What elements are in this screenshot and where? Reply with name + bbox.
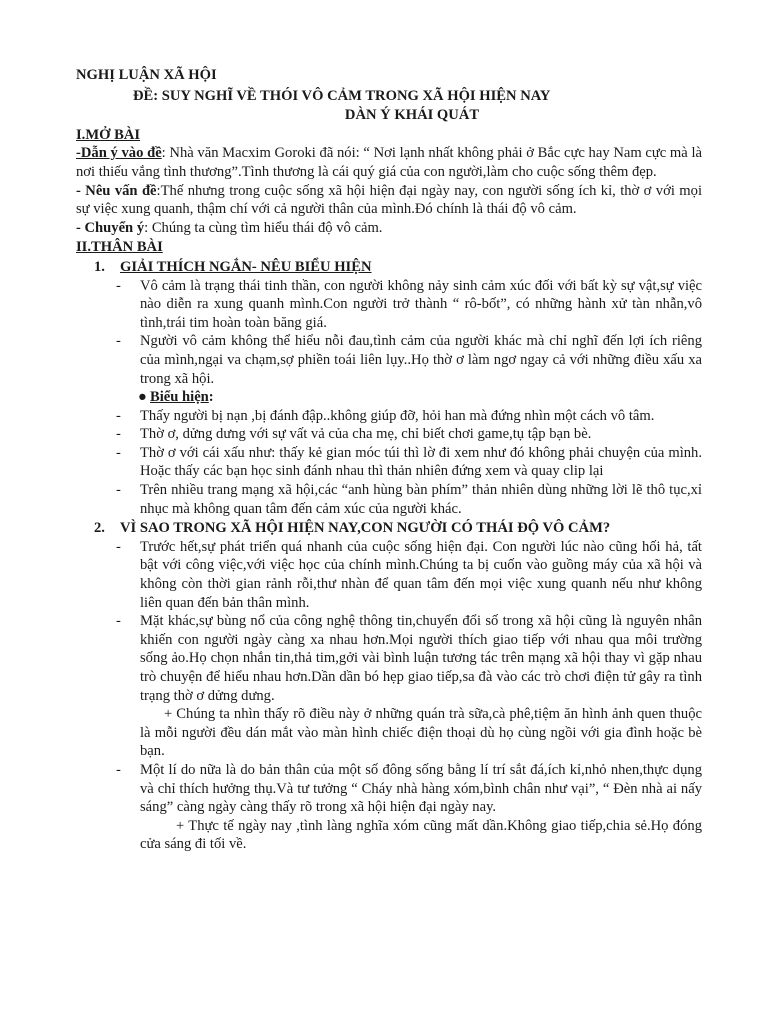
list-item-text: Người vô cảm không thể hiểu nỗi đau,tình cảm của người khác mà chỉ nghĩ đến lợi ích riêng của mình,ngại va chạm,sợ phiền toái liên lụy..Họ thờ ơ làm ngơ ngay cả với những điều xấu xa trong xã hội. (140, 333, 702, 387)
plus-note-1 (76, 705, 702, 761)
part1-list (76, 277, 702, 389)
part1-heading (76, 258, 702, 277)
part2-list (76, 538, 702, 705)
part1-title: GIẢI THÍCH NGẮN- NÊU BIỂU HIỆN (120, 258, 372, 275)
transition-label: - Chuyển ý (76, 219, 145, 236)
part2-title: VÌ SAO TRONG XÃ HỘI HIỆN NAY,CON NGƯỜI CÓ THÁI ĐỘ VÔ CẢM? (120, 520, 611, 537)
part2-heading (76, 519, 702, 538)
issue-label: - Nêu vấn đề (76, 182, 157, 199)
list-item: - Thờ ơ với cái xấu như: thấy kẻ gian móc túi thì lờ đi xem như đó không phải chuyện của mình. Hoặc thấy các bạn học sinh đánh nhau thì thản nhiên đứng xem và quay clip lại (116, 444, 702, 480)
list-item-text: Vô cảm là trạng thái tinh thần, con người không nảy sinh cảm xúc đối với bất kỳ sự vật,sự việc nào diễn ra xung quanh mình.Con người trở thành “ rô-bốt”, có những hành xử tàn nhẫn,vô tình,trái tim hoàn toàn băng giá. (140, 277, 702, 331)
plus-note-2 (76, 817, 702, 854)
plus-note-text: + Chúng ta nhìn thấy rõ điều này ở những quán trà sữa,cà phê,tiệm ăn hình ảnh quen thuộc là mỗi người đều dán mắt vào màn hình chiếc điện thoại dù họ cùng ngồi với gia đình hoặc bè bạn. (140, 706, 702, 760)
signs-suffix: : (208, 389, 214, 406)
list-item: - Một lí do nữa là do bản thân của một số đông sống bằng lí trí sắt đá,ích kỉ,nhỏ nhen,thực dụng và chỉ thích hưởng thụ.Và tư tưởng “ Cháy nhà hàng xóm,bình chân như vại”, “ Đèn nhà ai nấy sáng” càng ngày càng thấy rõ trong xã hội hiện đại ngày nay. (116, 761, 702, 816)
intro-text: : Nhà văn Macxim Goroki đã nói: “ Nơi lạnh nhất không phải ở Bắc cực hay Nam cực mà là nơi thiếu vắng tình thương”.Tình thương là cái quý giá của con người,làm cho cuộc sống thêm đẹp. (76, 145, 702, 180)
list-item-text: Thờ ơ, dửng dưng với sự vất vả của cha mẹ, chỉ biết chơi game,tụ tập bạn bè. (140, 426, 592, 443)
signs-heading (76, 388, 702, 407)
document-body (76, 66, 702, 854)
list-item-text: Thờ ơ với cái xấu như: thấy kẻ gian móc túi thì lờ đi xem như đó không phải chuyện của mình. Hoặc thấy các bạn học sinh đánh nhau thì thản nhiên đứng xem và quay clip lại (140, 444, 702, 480)
list-item-text: Trước hết,sự phát triển quá nhanh của cuộc sống hiện đại. Con người lúc nào cũng hối hả, tất bật với công việc,với việc học của chính mình.Chúng ta bị cuốn vào guồng máy của xã hội và không còn thời gian rảnh rỗi,thư nhàn để quan tâm đến mọi việc xung quanh nếu như không liên quan đến bản thân mình. (140, 538, 702, 611)
list-item: - Thờ ơ, dửng dưng với sự vất vả của cha mẹ, chỉ biết chơi game,tụ tập bạn bè. (116, 426, 592, 443)
list-item: - Người vô cảm không thể hiểu nỗi đau,tình cảm của người khác mà chỉ nghĩ đến lợi ích riêng của mình,ngại va chạm,sợ phiền toái liên lụy..Họ thờ ơ làm ngơ ngay cả với những điều xấu xa trong xã hội. (116, 333, 702, 387)
issue-text: :Thế nhưng trong cuộc sống xã hội hiện đại ngày nay, con người sống ích kỉ, thờ ơ với mọi sự việc xung quanh, thậm chí với cả người thân của mình.Đó chính là thái độ vô cảm. (76, 182, 702, 218)
list-item: - Trước hết,sự phát triển quá nhanh của cuộc sống hiện đại. Con người lúc nào cũng hối hả, tất bật với công việc,với việc học của chính mình.Chúng ta bị cuốn vào guồng máy của xã hội và không còn thời gian rảnh rỗi,thư nhàn để quan tâm đến mọi việc xung quanh nếu như không liên quan đến bản thân mình. (116, 538, 702, 611)
transition-paragraph (76, 219, 702, 238)
doc-topic: ĐỀ: SUY NGHĨ VỀ THÓI VÔ CẢM TRONG XÃ HỘI HIỆN NAY (133, 87, 551, 104)
list-item: - Thấy người bị nạn ,bị đánh đập..không giúp đỡ, hỏi han mà đứng nhìn một cách vô tâm. (116, 407, 655, 424)
list-item-text: Mặt khác,sự bùng nổ của công nghệ thông tin,chuyển đổi số trong xã hội cũng là nguyên nhân khiến con người ngày càng xa nhau hơn.Mọi người thích giao tiếp với nhau qua môi trường sống ảo.Họ chọn nhắn tin,thả tim,gởi vài bình luận tương tác trên mạng xã hội thay vì gặp nhau trò chuyện để hiểu nhau hơn.Dần dần bó hẹp giao tiếp,sa đà vào các trò chơi điện tử gây ra tình trạng thờ ơ dửng dưng. (140, 613, 702, 704)
transition-text: : Chúng ta cùng tìm hiểu thái độ vô cảm. (144, 219, 383, 236)
issue-paragraph (76, 182, 702, 219)
doc-category: NGHỊ LUẬN XÃ HỘI (76, 67, 217, 83)
list-item-text: Một lí do nữa là do bản thân của một số đông sống bằng lí trí sắt đá,ích kỉ,nhỏ nhen,thực dụng và chỉ thích hưởng thụ.Và tư tưởng “ Cháy nhà hàng xóm,bình chân như vại”, “ Đèn nhà ai nấy sáng” càng ngày càng thấy rõ trong xã hội hiện đại ngày nay. (140, 761, 702, 816)
part1-number: 1. (94, 258, 105, 275)
section-heading-body: II.THÂN BÀI (76, 239, 163, 256)
section-heading-intro: I.MỞ BÀI (76, 126, 141, 143)
plus-note-text: + Thực tế ngày nay ,tình làng nghĩa xóm cũng mất dần.Không giao tiếp,chia sẻ.Họ đóng cửa sáng đi tối về. (140, 817, 702, 853)
bullet-dot-icon: ● (138, 389, 147, 406)
signs-list (76, 407, 702, 519)
intro-paragraph (76, 144, 702, 181)
list-item-text: Thấy người bị nạn ,bị đánh đập..không giúp đỡ, hỏi han mà đứng nhìn một cách vô tâm. (140, 407, 655, 424)
part2-number: 2. (94, 520, 105, 537)
part2-list-cont (76, 761, 702, 817)
list-item: - Vô cảm là trạng thái tinh thần, con người không nảy sinh cảm xúc đối với bất kỳ sự vật,sự việc nào diễn ra xung quanh mình.Con người trở thành “ rô-bốt”, có những hành xử tàn nhẫn,vô tình,trái tim hoàn toàn băng giá. (116, 277, 702, 331)
intro-label: -Dẫn ý vào đề (76, 145, 162, 162)
list-item: - Mặt khác,sự bùng nổ của công nghệ thông tin,chuyển đổi số trong xã hội cũng là nguyên nhân khiến con người ngày càng xa nhau hơn.Mọi người thích giao tiếp với nhau qua môi trường sống ảo.Họ chọn nhắn tin,thả tim,gởi vài bình luận tương tác trên mạng xã hội thay vì gặp nhau trò chuyện để hiểu nhau hơn.Dần dần bó hẹp giao tiếp,sa đà vào các trò chơi điện tử gây ra tình trạng thờ ơ dửng dưng. (116, 613, 702, 704)
signs-label: Biểu hiện (150, 389, 209, 406)
list-item-text: Trên nhiều trang mạng xã hội,các “anh hùng bàn phím” thản nhiên dùng những lời lẽ thô tục,xỉ nhục mà không quan tâm đến cảm xúc của người khác. (140, 482, 702, 517)
doc-outline-title: DÀN Ý KHÁI QUÁT (344, 107, 480, 124)
list-item: - Trên nhiều trang mạng xã hội,các “anh hùng bàn phím” thản nhiên dùng những lời lẽ thô tục,xỉ nhục mà không quan tâm đến cảm xúc của người khác. (116, 482, 702, 517)
